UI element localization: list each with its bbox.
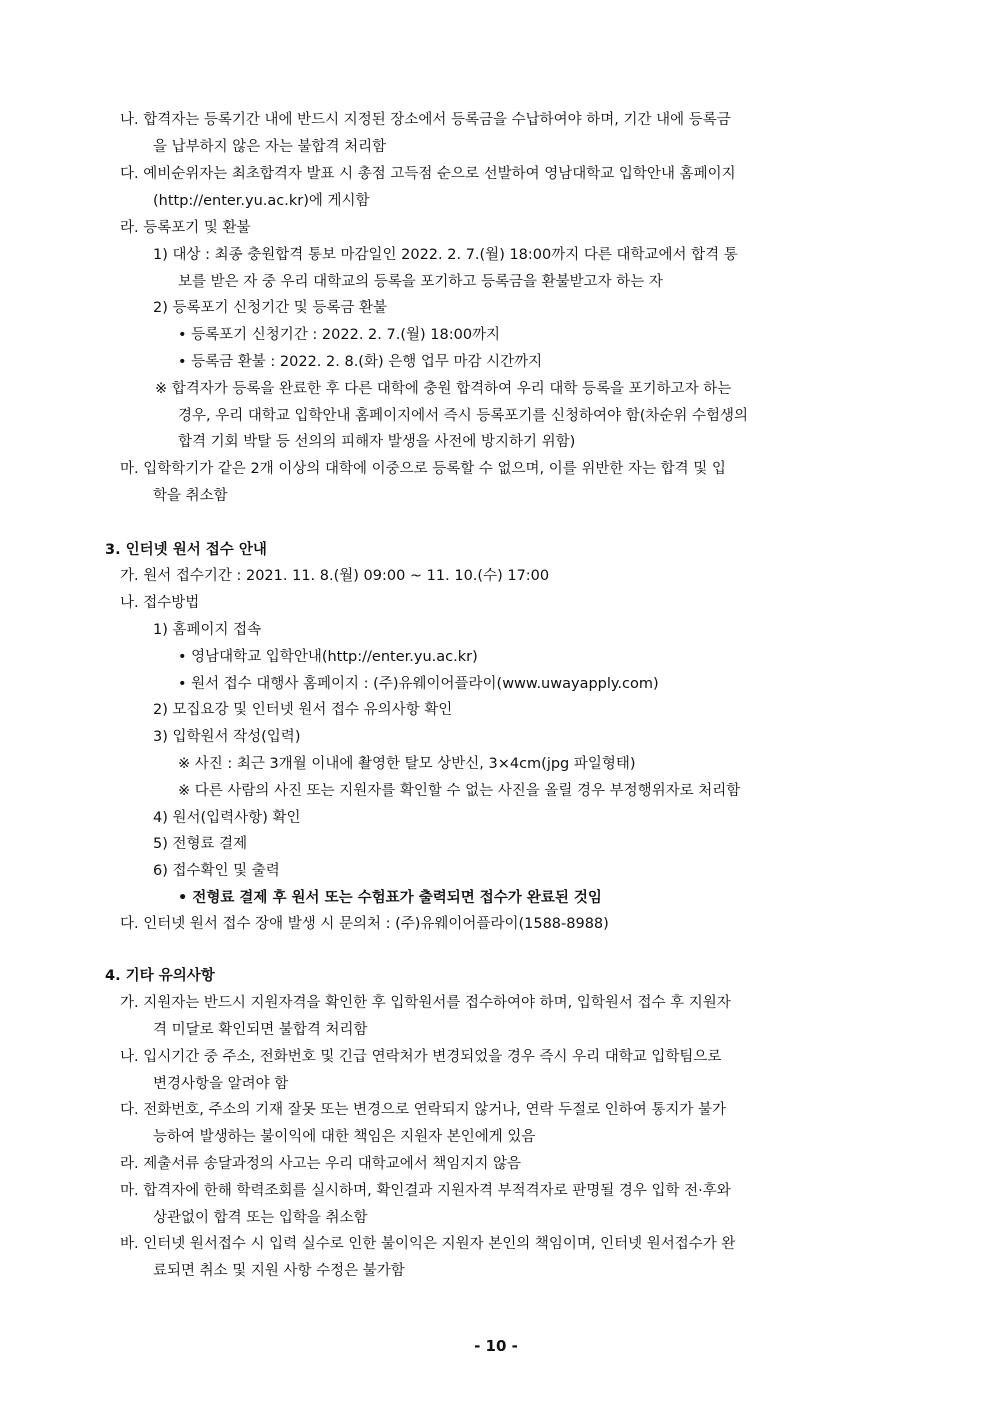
s4-na-line2: 변경사항을 알려야 함	[153, 1076, 289, 1092]
reg-ra-note-line1: ※ 합격자가 등록을 완료한 후 다른 대학에 충원 합격하여 우리 대학 등록을 포기하고자 하는	[155, 381, 732, 397]
s4-na-line1: 나. 입시기간 중 주소, 전화번호 및 긴급 연락처가 변경되었을 경우 즉시 우리 대학교 입학팀으로	[120, 1049, 722, 1065]
page-number: - 10 -	[474, 1337, 518, 1355]
s3-step6: 6) 접수확인 및 출력	[153, 863, 280, 879]
s3-step1: 1) 홈페이지 접속	[153, 622, 262, 638]
reg-ra-item1-line2: 보를 받은 자 중 우리 대학교의 등록을 포기하고 등록금을 환불받고자 하는 자	[178, 274, 663, 290]
reg-na-line1: 나. 합격자는 등록기간 내에 반드시 지정된 장소에서 등록금을 수납하여야 하며, 기간 내에 등록금	[120, 112, 731, 128]
s4-ba-line1: 바. 인터넷 원서접수 시 입력 실수로 인한 불이익은 지원자 본인의 책임이며, 인터넷 원서접수가 완	[120, 1236, 736, 1252]
reg-da-line2: (http://enter.yu.ac.kr)에 게시함	[153, 193, 370, 209]
s3-ga: 가. 원서 접수기간 : 2021. 11. 8.(월) 09:00 ~ 11. 10.(수) 17:00	[120, 568, 550, 584]
s4-da-line2: 능하여 발생하는 불이익에 대한 책임은 지원자 본인에게 있음	[153, 1129, 536, 1145]
s3-da: 다. 인터넷 원서 접수 장애 발생 시 문의처 : (주)유웨이어플라이(1588-8988)	[120, 916, 609, 932]
s4-ga-line2: 격 미달로 확인되면 불합격 처리함	[153, 1022, 368, 1038]
s3-step1-bullet2: • 원서 접수 대행사 홈페이지 : (주)유웨이어플라이(www.uwayapply.com)	[178, 676, 659, 692]
s3-step3-note1: ※ 사진 : 최근 3개월 이내에 촬영한 탈모 상반신, 3×4cm(jpg 파일형태)	[178, 756, 636, 772]
s4-ra: 라. 제출서류 송달과정의 사고는 우리 대학교에서 책임지지 않음	[120, 1156, 522, 1172]
reg-na-line2: 을 납부하지 않은 자는 불합격 처리함	[153, 139, 387, 155]
reg-ra-bullet2: • 등록금 환불 : 2022. 2. 8.(화) 은행 업무 마감 시간까지	[178, 354, 543, 370]
reg-ra-title: 라. 등록포기 및 환불	[120, 220, 251, 236]
s3-step5: 5) 전형료 결제	[153, 836, 248, 852]
section3-title: 3. 인터넷 원서 접수 안내	[105, 542, 267, 558]
s3-step2: 2) 모집요강 및 인터넷 원서 접수 유의사항 확인	[153, 702, 453, 718]
s3-step4: 4) 원서(입력사항) 확인	[153, 810, 301, 826]
reg-ra-bullet1: • 등록포기 신청기간 : 2022. 2. 7.(월) 18:00까지	[178, 327, 501, 343]
s3-na: 나. 접수방법	[120, 595, 200, 611]
reg-ra-note-line2: 경우, 우리 대학교 입학안내 홈페이지에서 즉시 등록포기를 신청하여야 함(차순위 수험생의	[178, 408, 749, 424]
s3-step3: 3) 입학원서 작성(입력)	[153, 729, 301, 745]
reg-ra-item1-line1: 1) 대상 : 최종 충원합격 통보 마감일인 2022. 2. 7.(월) 18:00까지 다른 대학교에서 합격 통	[153, 247, 738, 263]
s3-step3-note2: ※ 다른 사람의 사진 또는 지원자를 확인할 수 없는 사진을 올릴 경우 부정행위자로 처리함	[178, 783, 741, 799]
s3-step6-bullet1: • 전형료 결제 후 원서 또는 수험표가 출력되면 접수가 완료된 것임	[178, 890, 602, 906]
reg-ma-line2: 학을 취소함	[153, 488, 228, 504]
s3-step1-bullet1: • 영남대학교 입학안내(http://enter.yu.ac.kr)	[178, 649, 478, 665]
reg-da-line1: 다. 예비순위자는 최초합격자 발표 시 총점 고득점 순으로 선발하여 영남대학교 입학안내 홈페이지	[120, 166, 736, 182]
s4-ga-line1: 가. 지원자는 반드시 지원자격을 확인한 후 입학원서를 접수하여야 하며, 입학원서 접수 후 지원자	[120, 995, 731, 1011]
reg-ma-line1: 마. 입학학기가 같은 2개 이상의 대학에 이중으로 등록할 수 없으며, 이를 위반한 자는 합격 및 입	[120, 461, 726, 477]
reg-ra-item2: 2) 등록포기 신청기간 및 등록금 환불	[153, 300, 388, 316]
s4-ma-line2: 상관없이 합격 또는 입학을 취소함	[153, 1210, 368, 1226]
s4-ba-line2: 료되면 취소 및 지원 사항 수정은 불가함	[153, 1263, 405, 1279]
section4-title: 4. 기타 유의사항	[105, 968, 215, 984]
s4-ma-line1: 마. 합격자에 한해 학력조회를 실시하며, 확인결과 지원자격 부적격자로 판명될 경우 입학 전·후와	[120, 1183, 731, 1199]
reg-ra-note-line3: 합격 기회 박탈 등 선의의 피해자 발생을 사전에 방지하기 위함)	[178, 434, 576, 450]
s4-da-line1: 다. 전화번호, 주소의 기재 잘못 또는 변경으로 연락되지 않거나, 연락 두절로 인하여 통지가 불가	[120, 1102, 727, 1118]
